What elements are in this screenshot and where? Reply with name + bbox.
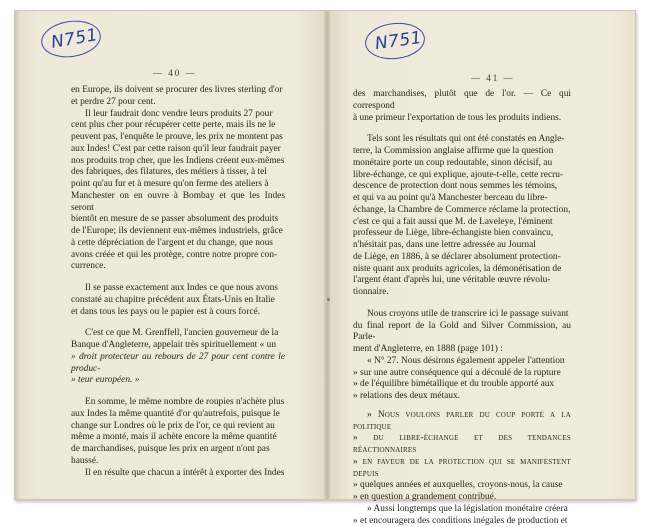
text-line: nos produits trop cher, que les Indiens créent eux-mêmes — [71, 156, 285, 168]
text-line: peuvent pas, l'enquête le prouve, les prix ne montent pas — [71, 132, 285, 144]
text-line: et qui va au point qu'à Manchester berceau du libre- — [353, 193, 571, 205]
text-line: haussé. — [71, 456, 285, 468]
text-line: terre, la Commission anglaise affirme que la question — [353, 146, 571, 158]
left-page-text — [71, 85, 285, 479]
text-line: c'est ce qui a fait aussi que M. de Laveleye, l'éminent — [353, 217, 571, 229]
text-line: » droit protecteur au rebours de 27 pour cent contre le produc- — [71, 352, 285, 376]
text-line: Banque d'Angleterre, appelait très spirituellement « un — [71, 340, 285, 352]
text-line: change sur Londres où le prix de l'or, ce qui revient au — [71, 421, 285, 433]
text-line: même a monté, mais il achète encore la même quantité — [71, 432, 285, 444]
text-line: » sur une autre conséquence qui a découlé de la rupture — [353, 368, 571, 380]
text-line: l'argent étant d'après lui, une véritable œuvre révolu- — [353, 275, 571, 287]
text-line: et perdre 27 pour cent. — [71, 97, 285, 109]
page-edge — [15, 11, 20, 499]
text-line: aux Indes! C'est par cette raison qu'il leur faudrait payer — [71, 144, 285, 156]
handwritten-stamp-left: N751 — [43, 23, 105, 57]
handwritten-stamp-right: N751 — [369, 25, 431, 59]
text-line: Nous croyons utile de transcrire ici le passage suivant — [353, 309, 571, 321]
text-line: échange, la Chambre de Commerce réclame la protection, — [353, 205, 571, 217]
right-page-text — [353, 89, 571, 527]
text-line: Manchester on en ouvre à Bombay et que les Indes seront — [71, 191, 285, 215]
text-line: monétaire porte un coup redoutable, sinon décisif, au — [353, 158, 571, 170]
text-line: et dans tous les pays ou le papier est à cours forcé. — [71, 307, 285, 319]
text-line: professeur de Liège, libre-échangiste bien convaincu, — [353, 228, 571, 240]
text-line: en Europe, ils doivent se procurer des livres sterling d'or — [71, 85, 285, 97]
text-line: descence de protection dont nous semmes les témoins, — [353, 181, 571, 193]
text-line: tionnaire. — [353, 287, 571, 299]
text-line: niste quant aux produits agricoles, la démonétisation de — [353, 264, 571, 276]
text-line: » de l'équilibre bimétallique et du trouble apporté aux — [353, 379, 571, 391]
text-line: de marchandises, puisque les prix en argent n'ont pas — [71, 444, 285, 456]
binding-mark — [327, 298, 330, 301]
text-line: ment d'Angleterre, en 1888 (page 101) : — [353, 344, 571, 356]
left-page — [15, 11, 327, 499]
text-line: avons créée et qui les protège, contre notre propre con- — [71, 250, 285, 262]
page-number-left: — 40 — — [153, 68, 197, 78]
text-line: « N° 27. Nous désirons également appeler l'attention — [353, 356, 571, 368]
text-line: » et encouragera des conditions inégales de production et — [353, 516, 571, 527]
text-line: » teur européen. » — [71, 375, 285, 387]
book-gutter — [324, 11, 330, 499]
text-line: » relations des deux métaux. — [353, 391, 571, 403]
text-line: En somme, le même nombre de roupies n'achète plus — [71, 397, 285, 409]
text-line: Tels sont les résultats qui ont été constatés en Angle- — [353, 134, 571, 146]
text-line: des fabriques, des filatures, des métiers à tisser, à tel — [71, 167, 285, 179]
text-line: à une primeur l'exportation de tous les produits indiens. — [353, 113, 571, 125]
text-line: aux Indes la même quantité d'or qu'autrefois, puisque le — [71, 409, 285, 421]
text-line: cent plus cher pour récupérer cette perte, mais ils ne le — [71, 120, 285, 132]
text-line: C'est ce que M. Grenffell, l'ancien gouverneur de la — [71, 328, 285, 340]
text-line: » en faveur de la protection qui se manifestent depuis — [353, 457, 571, 481]
text-line: » Aussi longtemps que la législation monétaire créera — [353, 504, 571, 516]
book-spread — [14, 10, 636, 500]
text-line: currence. — [71, 261, 285, 273]
page-number-right: — 41 — — [471, 73, 515, 83]
right-page — [327, 11, 635, 499]
text-line: » Nous voulons parler du coup porté a la politique — [353, 410, 571, 434]
text-line: » du libre-échange et des tendances réactionnaires — [353, 433, 571, 457]
text-line: » quelques années et auxquelles, croyons-nous, la cause — [353, 480, 571, 492]
text-line: de Liège, en 1886, à se déclarer absolument protection- — [353, 252, 571, 264]
text-line: n'hésitait pas, dans une lettre adressée au Journal — [353, 240, 571, 252]
text-line: des marchandises, plutôt que de l'or. — Ce qui correspond — [353, 89, 571, 113]
text-line: » en question a grandement contribué. — [353, 492, 571, 504]
text-line: Il se passe exactement aux Indes ce que nous avons — [71, 283, 285, 295]
text-line: Il leur faudrait donc vendre leurs produits 27 pour — [71, 109, 285, 121]
text-line: constaté au chapitre précédent aux États-Unis en Italie — [71, 295, 285, 307]
text-line: point qu'au fur et à mesure qu'on ferme des ateliers à — [71, 179, 285, 191]
text-line: bientôt en mesure de se passer absolument des produits — [71, 214, 285, 226]
text-line: à cette dépréciation de l'argent et du change, que nous — [71, 238, 285, 250]
text-line: Il en résulte que chacun a intérêt à exporter des Indes — [71, 468, 285, 480]
text-line: libre-échange, ce qui explique, ajoute-t-elle, cette recru- — [353, 170, 571, 182]
text-line: de l'Europe; ils deviennent eux-mêmes industriels, grâce — [71, 226, 285, 238]
text-line: du final report de la Gold and Silver Commission, au Parle- — [353, 321, 571, 345]
